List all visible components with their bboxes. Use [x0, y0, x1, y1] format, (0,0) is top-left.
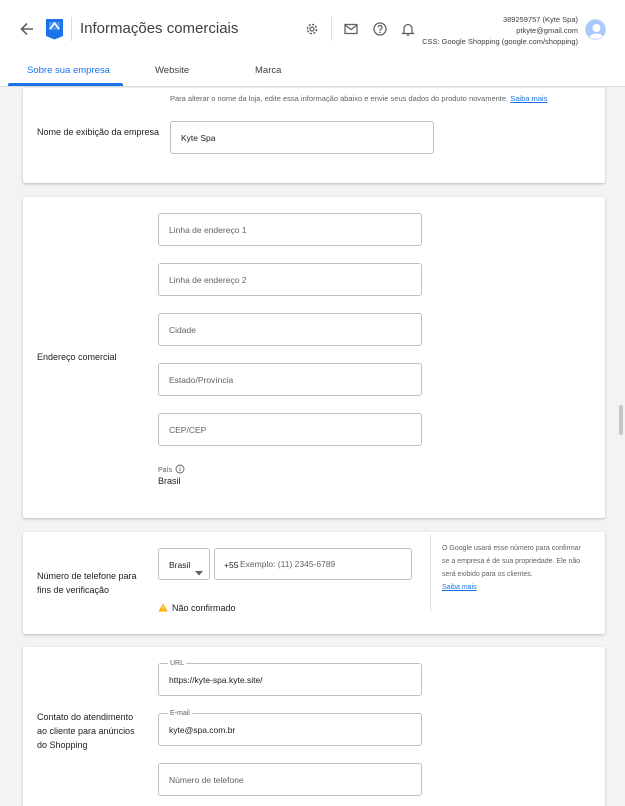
help-icon[interactable]	[372, 21, 388, 37]
page-title: Informações comerciais	[80, 20, 239, 37]
tab-bar	[0, 58, 625, 87]
active-tab-indicator	[8, 83, 123, 86]
email-value: kyte@spa.com.br	[169, 725, 236, 735]
business-name-label: Nome de exibição da empresa	[37, 127, 160, 137]
zip-placeholder: CEP/CEP	[169, 424, 207, 435]
phone-country-value: Brasil	[169, 560, 191, 570]
phone-status	[158, 599, 236, 617]
address-line1-field[interactable]	[158, 213, 422, 246]
country-value: Brasil	[158, 476, 181, 486]
merchant-center-logo-icon	[45, 18, 64, 40]
learn-more-link[interactable]: Saiba mais	[510, 94, 548, 103]
address-card	[23, 197, 605, 518]
city-field[interactable]	[158, 313, 422, 346]
cs-phone-placeholder: Número de telefone	[169, 774, 244, 785]
phone-code: +55	[224, 560, 239, 570]
url-value: https://kyte-spa.kyte.site/	[169, 675, 263, 685]
state-placeholder: Estado/Província	[169, 374, 234, 385]
email-field[interactable]	[158, 710, 422, 746]
account-info[interactable]	[422, 14, 578, 47]
notice-text: Para alterar o nome da loja, edite essa informação abaixo e envie seus dados do produto novamente.	[170, 94, 509, 103]
cs-phone-field[interactable]	[158, 763, 422, 796]
notifications-icon[interactable]	[400, 21, 416, 37]
phone-placeholder: Exemplo: (11) 2345-6789	[240, 559, 336, 569]
phone-learn-more-link[interactable]: Saiba mais	[442, 584, 477, 591]
phone-help	[442, 542, 587, 594]
phone-label: Número de telefone para fins de verificação	[37, 571, 137, 595]
mail-icon[interactable]	[343, 21, 359, 37]
back-arrow-icon[interactable]	[17, 19, 37, 39]
email-label: E-mail	[170, 710, 190, 717]
warning-icon	[158, 599, 168, 617]
scrollbar[interactable]	[619, 405, 623, 435]
address-line2-placeholder: Linha de endereço 2	[169, 274, 247, 285]
avatar-icon[interactable]	[585, 19, 606, 40]
title-divider	[71, 17, 72, 41]
address-label: Endereço comercial	[37, 352, 117, 362]
account-id: 389259757 (Kyte Spa)	[502, 15, 578, 24]
account-css: CSS: Google Shopping (google.com/shopping)	[422, 37, 578, 46]
top-app-bar	[0, 0, 625, 58]
business-name-value: Kyte Spa	[181, 133, 216, 143]
tab-website[interactable]: Website	[155, 65, 190, 76]
customer-service-card	[23, 647, 605, 806]
url-label: URL	[170, 660, 185, 667]
tab-marca[interactable]: Marca	[255, 65, 282, 76]
help-divider	[430, 535, 431, 611]
business-name-card	[23, 88, 605, 183]
phone-number-field[interactable]	[214, 548, 412, 580]
state-field[interactable]	[158, 363, 422, 396]
phone-card	[23, 532, 605, 634]
city-placeholder: Cidade	[169, 324, 196, 335]
dropdown-arrow-icon	[195, 563, 203, 581]
phone-help-text: O Google usará esse número para confirmar se a empresa é de sua propriedade. Ele não será exibido para os clientes.	[442, 545, 581, 578]
account-email: ptkyte@gmail.com	[516, 26, 578, 35]
zip-field[interactable]	[158, 413, 422, 446]
tab-sobre-sua-empresa[interactable]: Sobre sua empresa	[27, 65, 110, 76]
phone-country-select[interactable]	[158, 548, 210, 580]
address-line1-placeholder: Linha de endereço 1	[169, 224, 247, 235]
store-name-notice	[170, 94, 547, 103]
business-name-field[interactable]	[170, 121, 434, 154]
address-line2-field[interactable]	[158, 263, 422, 296]
toolbar-divider	[331, 17, 332, 41]
country-label: País	[158, 466, 173, 474]
customer-service-label: Contato do atendimento ao cliente para anúncios do Shopping	[37, 712, 135, 750]
settings-icon[interactable]	[304, 21, 320, 37]
url-field[interactable]	[158, 660, 422, 696]
phone-status-text: Não confirmado	[172, 603, 236, 613]
